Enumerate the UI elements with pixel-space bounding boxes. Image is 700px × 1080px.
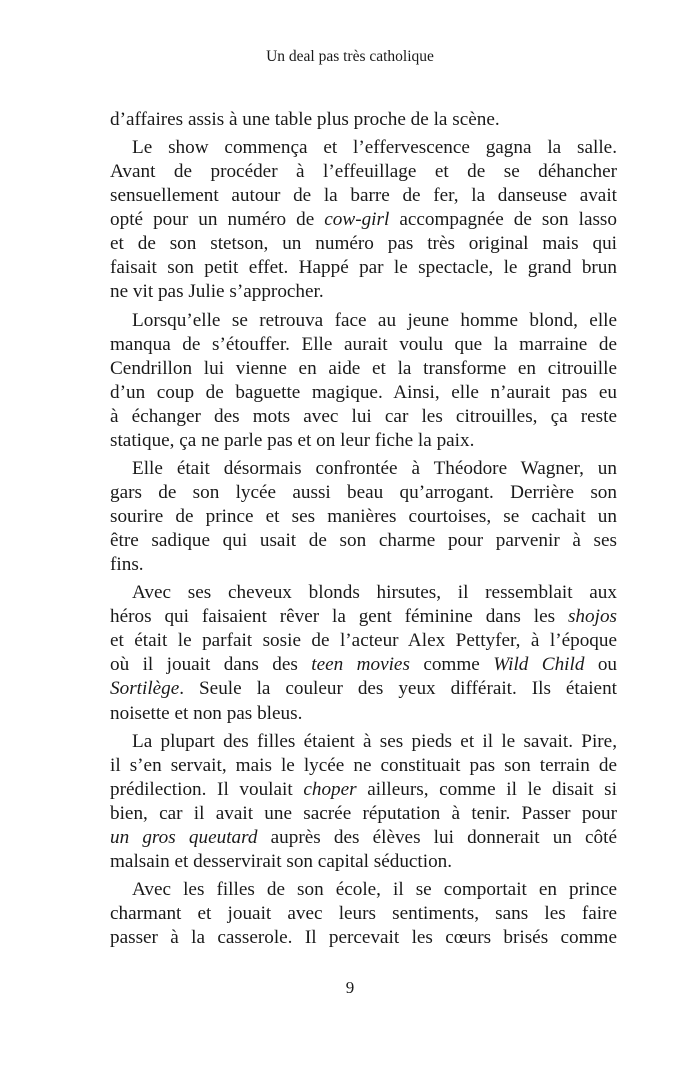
text-line: opté pour un numéro de cow-girl accompagnée de son lasso xyxy=(110,209,617,231)
text-line: Avec les filles de son école, il se comportait en prince xyxy=(132,878,617,900)
text-line: Le show commença et l’effervescence gagna la salle. xyxy=(132,137,617,159)
italic-text: shojos xyxy=(567,606,617,628)
text-line: d’affaires assis à une table plus proche de la scène. xyxy=(110,109,500,130)
text-line: être sadique qui usait de son charme pour parvenir à ses xyxy=(110,530,617,552)
text-line: malsain et desservirait son capital séduction. xyxy=(110,850,453,872)
italic-text: Sortilège xyxy=(110,678,180,700)
paragraph xyxy=(110,581,617,725)
text-line: noisette et non pas bleus. xyxy=(110,702,303,724)
text-line: Cendrillon lui vienne en aide et la transforme en citrouille xyxy=(110,357,617,379)
italic-text: choper xyxy=(303,778,357,800)
text-line: et de son stetson, un numéro pas très original mais qui xyxy=(110,233,617,255)
running-head: Un deal pas très catholique xyxy=(266,48,434,65)
text-line: manqua de s’étouffer. Elle aurait voulu que la marraine de xyxy=(110,333,617,355)
text-line: Avec ses cheveux blonds hirsutes, il ressemblait aux xyxy=(132,582,617,604)
body-text xyxy=(110,108,617,950)
paragraph xyxy=(110,878,617,950)
paragraph xyxy=(110,136,617,304)
text-line: et était le parfait sosie de l’acteur Alex Pettyfer, à l’époque xyxy=(110,630,617,652)
text-line: sensuellement autour de la barre de fer, la danseuse avait xyxy=(110,185,617,207)
italic-text: teen movies xyxy=(311,654,410,676)
text-line: Avant de procéder à l’effeuillage et de se déhancher xyxy=(110,161,617,183)
text-line: où il jouait dans des teen movies comme Wild Child ou xyxy=(110,654,618,676)
text-line: prédilection. Il voulait choper ailleurs, comme il le disait si xyxy=(110,778,617,800)
text-line: Sortilège. Seule la couleur des yeux différait. Ils étaient xyxy=(110,678,617,700)
paragraph xyxy=(110,108,617,132)
text-line: passer à la casserole. Il percevait les cœurs brisés comme xyxy=(110,927,617,949)
text-line: charmant et jouait avec leurs sentiments, sans les faire xyxy=(110,903,617,924)
italic-text: Wild Child xyxy=(493,654,585,676)
text-line: La plupart des filles étaient à ses pieds et il le savait. Pire, xyxy=(132,730,617,752)
text-line: gars de son lycée aussi beau qu’arrogant. Derrière son xyxy=(110,481,617,503)
text-line: un gros queutard auprès des élèves lui donnerait un côté xyxy=(110,826,617,848)
text-line: il s’en servait, mais le lycée ne constituait pas son terrain de xyxy=(110,754,617,776)
page-number: 9 xyxy=(345,978,355,997)
paragraph xyxy=(110,730,617,874)
text-line: Elle était désormais confrontée à Théodore Wagner, un xyxy=(132,457,617,479)
text-line: faisait son petit effet. Happé par le spectacle, le grand brun xyxy=(110,257,617,279)
text-line: héros qui faisaient rêver la gent féminine dans les shojos xyxy=(110,606,617,628)
paragraph xyxy=(110,457,617,577)
text-line: ne vit pas Julie s’approcher. xyxy=(110,281,324,303)
text-line: bien, car il avait une sacrée réputation à tenir. Passer pour xyxy=(110,802,617,824)
text-line: d’un coup de baguette magique. Ainsi, elle n’aurait pas eu xyxy=(110,381,617,403)
text-line: Lorsqu’elle se retrouva face au jeune homme blond, elle xyxy=(132,309,617,331)
italic-text: un gros queutard xyxy=(110,826,258,848)
text-line: statique, ça ne parle pas et on leur fiche la paix. xyxy=(110,429,475,451)
text-line: à échanger des mots avec lui car les citrouilles, ça reste xyxy=(110,405,617,427)
text-line: sourire de prince et ses manières courtoises, se cachait un xyxy=(110,506,617,527)
text-line: fins. xyxy=(110,554,144,576)
paragraph xyxy=(110,309,617,453)
italic-text: cow-girl xyxy=(324,209,390,231)
